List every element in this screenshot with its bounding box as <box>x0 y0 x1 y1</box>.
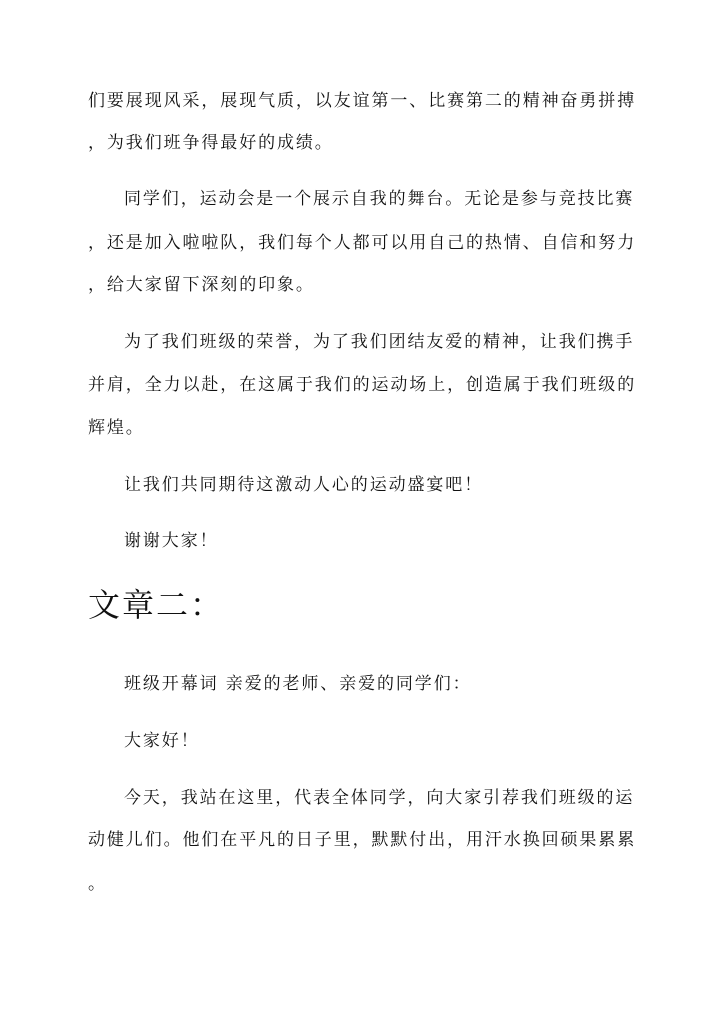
paragraph-line: 班级开幕词 亲爱的老师、亲爱的同学们： <box>124 674 472 694</box>
paragraph-line: ，为我们班争得最好的成绩。 <box>88 133 334 153</box>
paragraph-line: 今天，我站在这里，代表全体同学，向大家引荐我们班级的运 <box>124 788 635 808</box>
paragraph-line: 谢谢大家！ <box>124 531 219 551</box>
paragraph-line: ，给大家留下深刻的印象。 <box>88 275 315 295</box>
paragraph-line: 辉煌。 <box>88 418 145 438</box>
paragraph-line: 大家好！ <box>124 731 200 751</box>
paragraph-line: 并肩，全力以赴，在这属于我们的运动场上，创造属于我们班级的 <box>88 375 637 395</box>
paragraph-line: ，还是加入啦啦队，我们每个人都可以用自己的热情、自信和努力 <box>88 233 637 253</box>
paragraph-line: 们要展现风采，展现气质，以友谊第一、比赛第二的精神奋勇拼搏 <box>88 91 637 111</box>
section-heading: 文章二： <box>88 586 225 624</box>
paragraph-line: 。 <box>88 874 107 894</box>
paragraph-line: 动健儿们。他们在平凡的日子里，默默付出，用汗水换回硕果累累 <box>88 830 637 850</box>
paragraph-line: 让我们共同期待这激动人心的运动盛宴吧！ <box>124 475 484 495</box>
paragraph-line: 为了我们班级的荣誉，为了我们团结友爱的精神，让我们携手 <box>124 332 635 352</box>
paragraph-line: 同学们，运动会是一个展示自我的舞台。无论是参与竞技比赛 <box>124 189 635 209</box>
